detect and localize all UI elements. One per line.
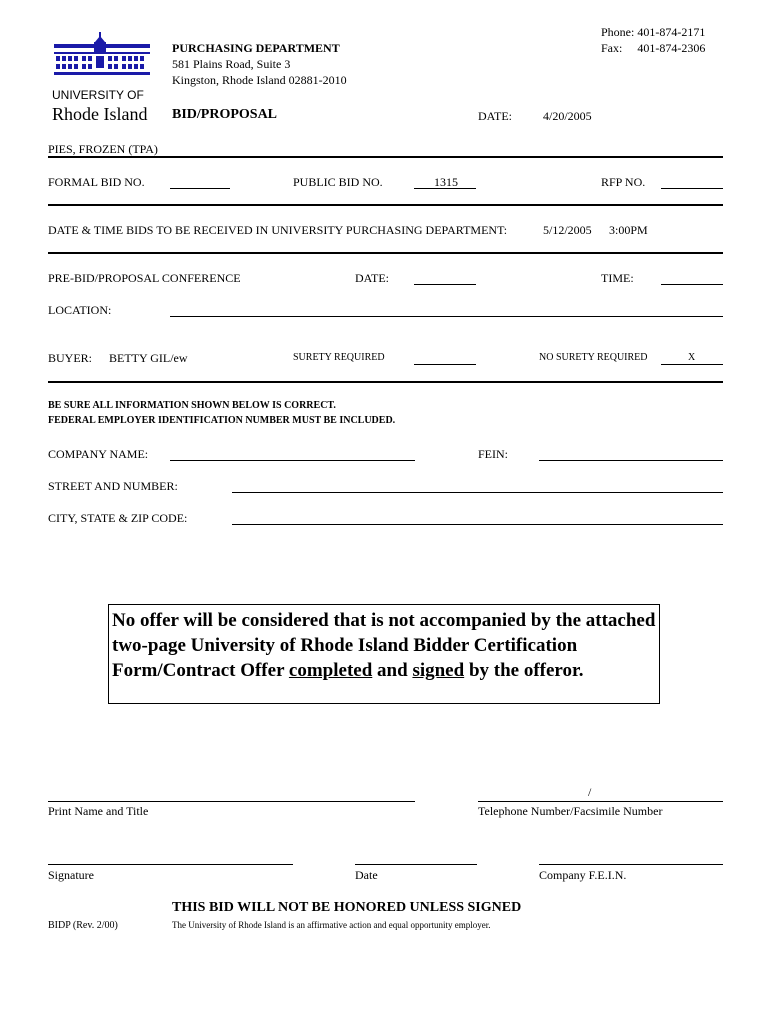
surety-required-field[interactable] xyxy=(414,364,476,365)
date-value: 4/20/2005 xyxy=(543,109,592,123)
conference-date-field[interactable] xyxy=(414,284,476,285)
print-name-field[interactable] xyxy=(48,801,415,802)
no-surety-required-field[interactable] xyxy=(661,364,723,365)
divider xyxy=(48,381,723,383)
notice-text-3: by the offeror. xyxy=(464,660,584,681)
signature-date-label: Date xyxy=(355,868,378,882)
address-line-2: Kingston, Rhode Island 02881-2010 xyxy=(172,73,347,87)
company-name-label: COMPANY NAME: xyxy=(48,447,149,461)
notice-completed: completed xyxy=(288,660,373,681)
company-name-field[interactable] xyxy=(170,460,415,461)
conference-label: PRE-BID/PROPOSAL CONFERENCE xyxy=(48,271,241,285)
phone-fax-separator: / xyxy=(588,785,592,799)
deadline-date: 5/12/2005 xyxy=(543,223,592,237)
conference-time-field[interactable] xyxy=(661,284,723,285)
address-line-1: 581 Plains Road, Suite 3 xyxy=(172,57,291,71)
company-fein-field[interactable] xyxy=(539,864,723,865)
buyer-value: BETTY GIL/ew xyxy=(109,351,188,365)
signature-warning: THIS BID WILL NOT BE HONORED UNLESS SIGNED xyxy=(172,900,522,915)
no-surety-mark: X xyxy=(688,352,696,363)
university-building-icon xyxy=(52,30,152,86)
notice-signed: signed xyxy=(412,660,465,681)
fax-number: Fax: 401-874-2306 xyxy=(601,41,706,55)
rfp-field[interactable] xyxy=(661,188,723,189)
form-code: BIDP (Rev. 2/00) xyxy=(48,920,118,931)
department-name: PURCHASING DEPARTMENT xyxy=(172,41,340,55)
buyer-label: BUYER: xyxy=(48,351,93,365)
deadline-time: 3:00PM xyxy=(609,223,648,237)
notice-text-2: and xyxy=(372,660,413,681)
formal-bid-field[interactable] xyxy=(170,188,230,189)
date-label: DATE: xyxy=(478,109,512,123)
print-name-label: Print Name and Title xyxy=(48,804,149,818)
certification-notice xyxy=(108,604,660,704)
form-title: BID/PROPOSAL xyxy=(172,107,278,122)
signature-label: Signature xyxy=(48,868,94,882)
public-bid-value: 1315 xyxy=(434,175,458,189)
fein-label: FEIN: xyxy=(478,447,508,461)
university-label: UNIVERSITY OF xyxy=(52,88,144,102)
eeo-statement: The University of Rhode Island is an affirmative action and equal opportunity employer. xyxy=(172,920,491,930)
street-field[interactable] xyxy=(232,492,723,493)
location-field[interactable] xyxy=(170,316,723,317)
conference-time-label: TIME: xyxy=(601,271,634,285)
phone-number: Phone: 401-874-2171 xyxy=(601,25,706,39)
surety-required-label: SURETY REQUIRED xyxy=(293,352,385,363)
signature-field[interactable] xyxy=(48,864,293,865)
no-surety-required-label: NO SURETY REQUIRED xyxy=(539,352,648,363)
phone-fax-field[interactable] xyxy=(478,801,723,802)
city-state-zip-label: CITY, STATE & ZIP CODE: xyxy=(48,511,188,525)
instruction-line-2: FEDERAL EMPLOYER IDENTIFICATION NUMBER MUST BE INCLUDED. xyxy=(48,415,396,426)
public-bid-field[interactable] xyxy=(414,188,476,189)
public-bid-label: PUBLIC BID NO. xyxy=(293,175,383,189)
fein-field[interactable] xyxy=(539,460,723,461)
company-fein-label: Company F.E.I.N. xyxy=(539,868,627,882)
rfp-label: RFP NO. xyxy=(601,175,646,189)
item-description: PIES, FROZEN (TPA) xyxy=(48,142,158,156)
phone-fax-label: Telephone Number/Facsimile Number xyxy=(478,804,663,818)
divider xyxy=(48,204,723,206)
university-name: Rhode Island xyxy=(52,104,148,124)
street-label: STREET AND NUMBER: xyxy=(48,479,178,493)
location-label: LOCATION: xyxy=(48,303,112,317)
notice-text-1: No offer will be considered that is not accompanied by the attached two-page University of Rhode Island Bidder Certification Form/Contract Offer xyxy=(112,610,656,681)
divider xyxy=(48,252,723,254)
conference-date-label: DATE: xyxy=(355,271,389,285)
formal-bid-label: FORMAL BID NO. xyxy=(48,175,145,189)
city-state-zip-field[interactable] xyxy=(232,524,723,525)
instruction-line-1: BE SURE ALL INFORMATION SHOWN BELOW IS CORRECT. xyxy=(48,400,336,411)
divider xyxy=(48,156,723,158)
signature-date-field[interactable] xyxy=(355,864,477,865)
deadline-label: DATE & TIME BIDS TO BE RECEIVED IN UNIVERSITY PURCHASING DEPARTMENT: xyxy=(48,223,508,237)
